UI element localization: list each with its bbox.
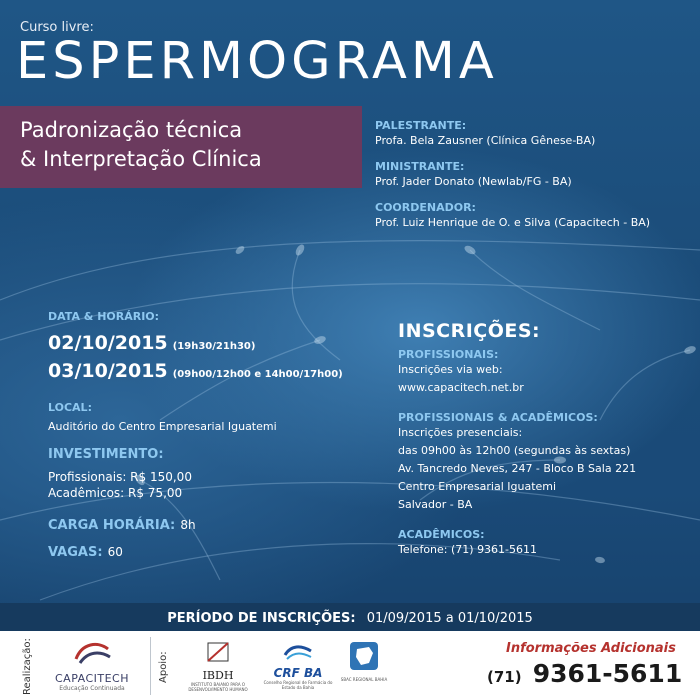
phone-number: 9361-5611	[532, 659, 683, 688]
in-person-line: Centro Empresarial Iguatemi	[398, 480, 557, 493]
date-1: 02/10/2015	[48, 332, 168, 354]
palestrante-label: PALESTRANTE:	[375, 119, 467, 132]
vagas-label: VAGAS:	[48, 545, 103, 560]
contact-phone	[487, 659, 682, 688]
course-kicker: Curso livre:	[20, 20, 94, 35]
sbac-sub: SBAC REGIONAL BAHIA	[340, 677, 388, 682]
crf-ba-logo	[262, 641, 334, 695]
ibdh-logo	[178, 641, 258, 695]
speakers-section	[375, 118, 695, 241]
academicos-phone: Telefone: (71) 9361-5611	[398, 543, 538, 556]
info-title: Informações Adicionais	[506, 641, 676, 656]
profissionais-label: PROFISSIONAIS:	[398, 348, 499, 361]
date-row-2	[48, 359, 378, 387]
subtitle-line-1: Padronização técnica	[20, 118, 243, 142]
in-person-line: Av. Tancredo Neves, 247 - Bloco B Sala 221	[398, 462, 637, 475]
in-person-line: Salvador - BA	[398, 498, 473, 511]
ministrante-name: Prof. Jader Donato (Newlab/FG - BA)	[375, 175, 572, 188]
inscricoes-title: INSCRIÇÕES:	[398, 320, 541, 342]
sponsors-footer	[0, 631, 700, 700]
capacitech-swirl-icon	[70, 639, 114, 667]
crf-wave-icon	[283, 641, 313, 661]
capacitech-sub: Educação Continuada	[59, 685, 125, 692]
date-row-1	[48, 331, 378, 359]
ibdh-name: IBDH	[202, 669, 234, 682]
in-person-line: Inscrições presenciais:	[398, 426, 523, 439]
periodo-value: 01/09/2015 a 01/10/2015	[366, 611, 533, 626]
sbac-logo	[336, 641, 392, 695]
event-details	[48, 310, 378, 560]
price-academicos: Acadêmicos: R$ 75,00	[48, 486, 183, 500]
registration-period-bar	[0, 603, 700, 631]
registration-section	[398, 320, 698, 559]
realizacao-label: Realização:	[22, 638, 33, 695]
carga-value: 8h	[180, 518, 196, 532]
in-person-line: das 09h00 às 12h00 (segundas às sextas)	[398, 444, 631, 457]
ministrante-label: MINISTRANTE:	[375, 160, 465, 173]
date-1-hours: (19h30/21h30)	[172, 341, 256, 352]
website-link[interactable]: www.capacitech.net.br	[398, 381, 524, 394]
coordenador-name: Prof. Luiz Henrique de O. e Silva (Capacitech - BA)	[375, 216, 651, 229]
crf-name: CRF BA	[273, 666, 323, 680]
capacitech-name: CAPACITECH	[54, 672, 129, 685]
footer-divider	[150, 637, 151, 695]
investimento-label: INVESTIMENTO:	[48, 447, 164, 462]
periodo-label: PERÍODO DE INSCRIÇÕES:	[167, 611, 356, 626]
schedule-label: DATA & HORÁRIO:	[48, 310, 160, 323]
date-2: 03/10/2015	[48, 360, 168, 382]
local-label: LOCAL:	[48, 401, 92, 414]
prof-academicos-label: PROFISSIONAIS & ACADÊMICOS:	[398, 411, 598, 424]
course-title: ESPERMOGRAMA	[16, 32, 498, 91]
ibdh-sub: INSTITUTO BAIANO PARA O DESENVOLVIMENTO HUMANO	[188, 682, 248, 692]
web-registration-text: Inscrições via web:	[398, 363, 503, 376]
capacitech-logo	[38, 639, 146, 695]
local-value: Auditório do Centro Empresarial Iguatemi	[48, 420, 277, 433]
academicos-label: ACADÊMICOS:	[398, 528, 485, 541]
date-2-hours: (09h00/12h00 e 14h00/17h00)	[172, 369, 343, 380]
subtitle-box	[0, 106, 362, 188]
ibdh-emblem-icon	[205, 641, 231, 663]
coordenador-label: COORDENADOR:	[375, 201, 476, 214]
sbac-bahia-map-icon	[349, 641, 379, 671]
vagas-row	[48, 541, 378, 560]
phone-area-code: (71)	[487, 668, 522, 686]
vagas-value: 60	[107, 545, 123, 559]
price-profissionais: Profissionais: R$ 150,00	[48, 470, 192, 484]
subtitle-line-2: & Interpretação Clínica	[20, 147, 262, 171]
carga-row	[48, 514, 378, 533]
crf-sub: Conselho Regional de Farmácia do Estado da Bahia	[263, 680, 333, 690]
carga-label: CARGA HORÁRIA:	[48, 518, 176, 533]
palestrante-name: Profa. Bela Zausner (Clínica Gênese-BA)	[375, 134, 596, 147]
apoio-label: Apoio:	[158, 651, 169, 683]
